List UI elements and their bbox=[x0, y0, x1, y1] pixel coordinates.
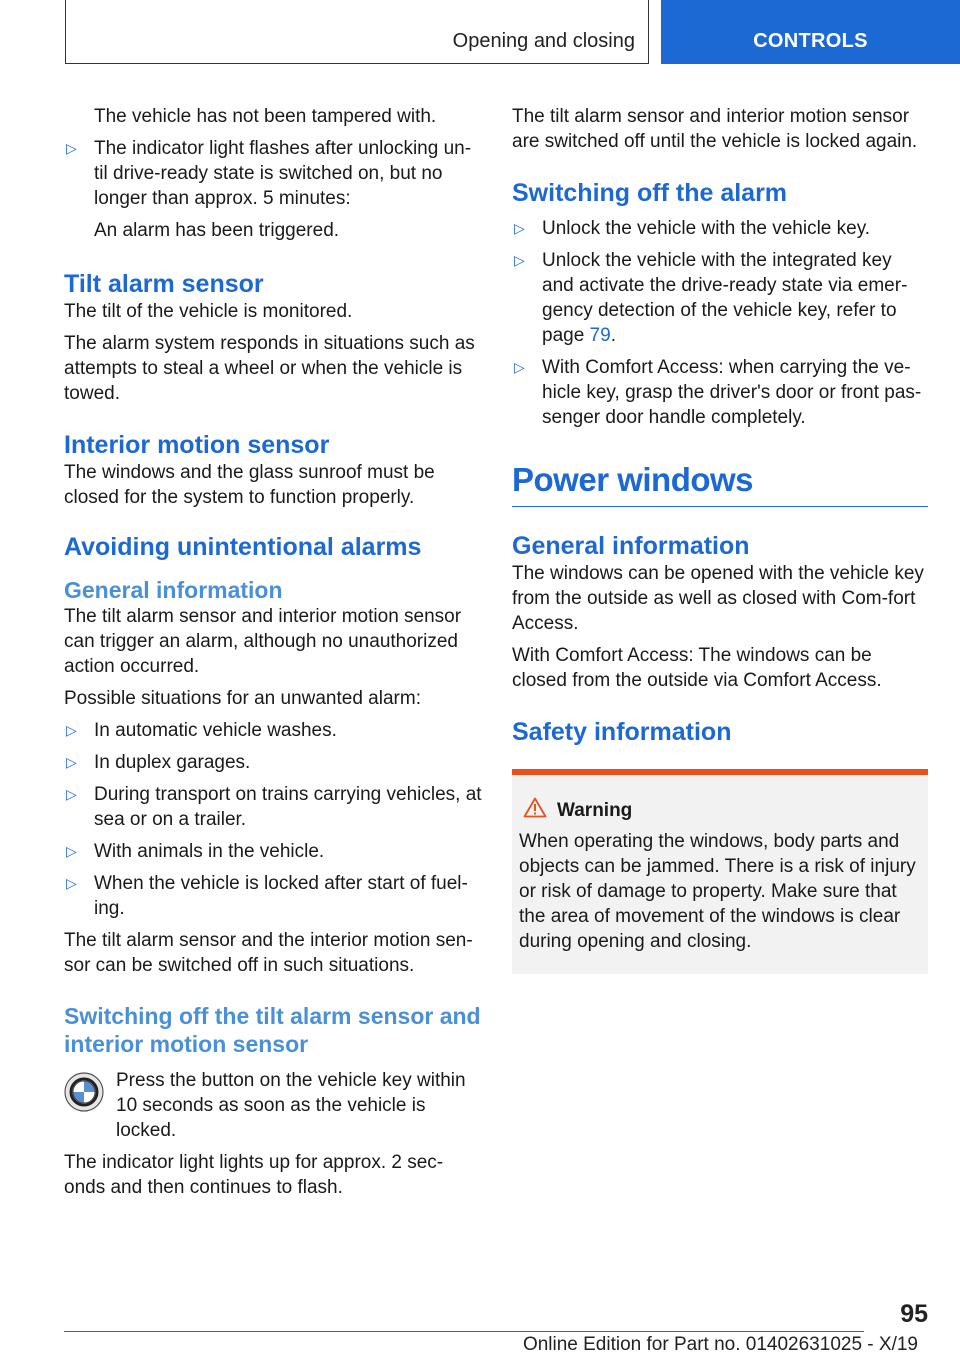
heading-avoiding-alarms: Avoiding unintentional alarms bbox=[64, 533, 422, 561]
paragraph: The windows and the glass sunroof must be closed for the system to function properly. bbox=[64, 462, 435, 508]
list-item-text: During transport on trains carrying vehicles, at sea or on a trailer. bbox=[94, 784, 482, 830]
bullet-triangle-icon: ▷ bbox=[514, 220, 525, 236]
list-item bbox=[64, 782, 482, 832]
heading-switching-off-alarm: Switching off the alarm bbox=[512, 179, 788, 207]
paragraph: With Comfort Access: The windows can be closed from the outside via Comfort Access. bbox=[512, 645, 882, 691]
chapter-heading-block bbox=[512, 460, 928, 507]
list-item bbox=[512, 355, 928, 430]
footer-edition: Online Edition for Part no. 01402631025 - X/19 bbox=[522, 1334, 918, 1355]
warning-text: When operating the windows, body parts and objects can be jammed. There is a risk of injury or risk of damage to property. Make sure that the area of movement of the windows is clear during opening and closing. bbox=[519, 831, 916, 952]
right-column bbox=[512, 104, 928, 974]
list-item bbox=[512, 248, 928, 348]
paragraph: The vehicle has not been tampered with. bbox=[94, 106, 437, 127]
heading-tilt-alarm-sensor: Tilt alarm sensor bbox=[64, 270, 264, 298]
bullet-triangle-icon: ▷ bbox=[66, 843, 77, 859]
paragraph: Press the button on the vehicle key within 10 seconds as soon as the vehicle is locked. bbox=[116, 1070, 466, 1141]
bullet-triangle-icon: ▷ bbox=[66, 722, 77, 738]
warning-icon bbox=[523, 797, 547, 818]
footer-rule bbox=[64, 1331, 864, 1332]
bullet-triangle-icon: ▷ bbox=[66, 875, 77, 891]
key-button-icon bbox=[64, 1072, 104, 1112]
paragraph: The indicator light lights up for approx. 2 sec-onds and then continues to flash. bbox=[64, 1152, 444, 1198]
list-item-text: In automatic vehicle washes. bbox=[94, 720, 337, 741]
bullet-triangle-icon: ▷ bbox=[514, 359, 525, 375]
header-chapter-tab bbox=[661, 0, 960, 64]
paragraph: The tilt alarm sensor and interior motion sensor can trigger an alarm, although no unauthorized action occurred. bbox=[64, 606, 462, 677]
list-item-text: The indicator light flashes after unlocking un-til drive-ready state is switched on, but no longer than approx. 5 minutes: bbox=[94, 138, 472, 209]
heading-general-information: General information bbox=[512, 532, 750, 560]
list-item-text: Unlock the vehicle with the vehicle key. bbox=[542, 218, 871, 239]
list-item-text: When the vehicle is locked after start of fuel-ing. bbox=[94, 873, 468, 919]
bullet-triangle-icon: ▷ bbox=[514, 252, 525, 268]
list-item bbox=[64, 750, 482, 775]
bullet-triangle-icon: ▷ bbox=[66, 786, 77, 802]
list-item bbox=[64, 136, 482, 211]
list-item-text: With Comfort Access: when carrying the ve-hicle key, grasp the driver's door or front pas-senger door handle completely. bbox=[542, 357, 922, 428]
heading-general-information: General information bbox=[64, 577, 283, 603]
list-item bbox=[64, 718, 482, 743]
key-button-instruction bbox=[64, 1068, 482, 1143]
heading-switching-off-sensors: Switching off the tilt alarm sensor and interior motion sensor bbox=[64, 1003, 481, 1057]
list-item-text: With animals in the vehicle. bbox=[94, 841, 325, 862]
bullet-triangle-icon: ▷ bbox=[66, 754, 77, 770]
paragraph: The tilt alarm sensor and interior motion sensor are switched off until the vehicle is locked again. bbox=[512, 106, 918, 152]
heading-safety-information: Safety information bbox=[512, 718, 732, 746]
paragraph: Possible situations for an unwanted alarm: bbox=[64, 688, 421, 709]
list-item bbox=[512, 216, 928, 241]
paragraph: The alarm system responds in situations such as attempts to steal a wheel or when the vehicle is towed. bbox=[64, 333, 475, 404]
header-chapter-label: CONTROLS bbox=[753, 30, 868, 52]
paragraph: The windows can be opened with the vehicle key from the outside as well as closed with Com-fort Access. bbox=[512, 563, 924, 634]
list-item bbox=[64, 871, 482, 921]
list-item bbox=[64, 839, 482, 864]
list-item-text bbox=[542, 250, 907, 346]
heading-interior-motion-sensor: Interior motion sensor bbox=[64, 431, 330, 459]
left-column bbox=[64, 104, 482, 1200]
paragraph: The tilt of the vehicle is monitored. bbox=[64, 301, 353, 322]
warning-box bbox=[512, 769, 928, 974]
warning-title bbox=[519, 797, 920, 823]
list-item-text: In duplex garages. bbox=[94, 752, 251, 773]
page-number: 95 bbox=[900, 1300, 928, 1328]
paragraph: The tilt alarm sensor and the interior motion sen-sor can be switched off in such situations. bbox=[64, 930, 473, 976]
list-item-text-part: Unlock the vehicle with the integrated key and activate the drive-ready state via emer-gency detection of the vehicle key, refer to page bbox=[542, 250, 908, 346]
warning-title-text: Warning bbox=[557, 800, 633, 821]
page-reference-link[interactable]: 79 bbox=[589, 325, 611, 346]
list-item-text-part: . bbox=[610, 325, 616, 346]
bullet-triangle-icon: ▷ bbox=[66, 140, 77, 156]
heading-power-windows: Power windows bbox=[512, 461, 754, 498]
header-section-title: Opening and closing bbox=[452, 30, 635, 52]
paragraph: An alarm has been triggered. bbox=[94, 220, 340, 241]
